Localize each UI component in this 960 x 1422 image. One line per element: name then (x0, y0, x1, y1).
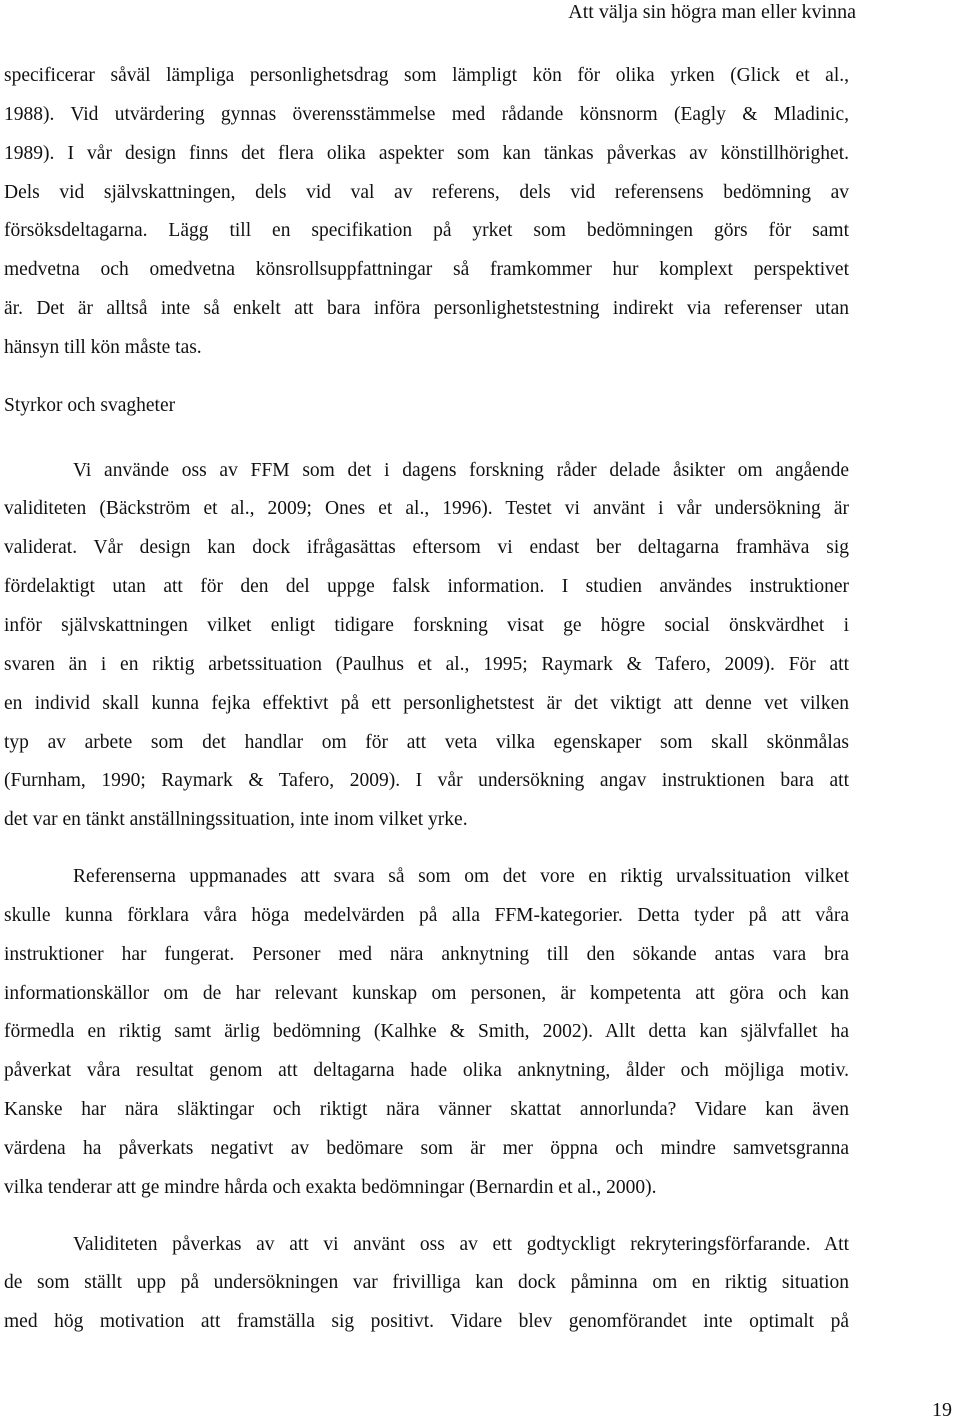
text-line: vilka tenderar att ge mindre hårda och exakta bedömningar (Bernardin et al., 2000). (4, 1176, 657, 1198)
text-line: validiteten (Bäckström et al., 2009; Ones et al., 1996). Testet vi använt i vår undersökning är (4, 498, 849, 520)
text-line: Kanske har nära släktingar och riktigt nära vänner skattat annorlunda? Vidare kan även (4, 1099, 849, 1121)
text-line: 1989). I vår design finns det flera olika aspekter som kan tänkas påverkas av könstillhörighet. (4, 142, 849, 164)
text-line: typ av arbete som det handlar om för att veta vilka egenskaper som skall skönmålas (4, 731, 849, 753)
text-line: instruktioner har fungerat. Personer med nära anknytning till den sökande antas vara bra (4, 943, 849, 965)
text-line: Dels vid självskattningen, dels vid val av referens, dels vid referensens bedömning av (4, 181, 849, 203)
text-line: med hög motivation att framställa sig positivt. Vidare blev genomförandet inte optimalt på (4, 1311, 849, 1333)
paragraph-4 (4, 1226, 849, 1343)
text-line: Referenserna uppmanades att svara så som om det vore en riktig urvalssituation vilket (73, 866, 849, 888)
text-line: värdena ha påverkats negativt av bedömare som är mer öppna och mindre samvetsgranna (4, 1137, 849, 1159)
text-line: svaren än i en riktig arbetssituation (Paulhus et al., 1995; Raymark & Tafero, 2009). För att (4, 653, 849, 675)
text-line: medvetna och omedvetna könsrollsuppfattningar så framkommer hur komplext perspektivet (4, 259, 849, 281)
running-header: Att välja sin högra man eller kvinna (568, 1, 856, 23)
text-line: informationskällor om de har relevant kunskap om personen, är kompetenta att göra och kan (4, 982, 849, 1004)
text-line: skulle kunna förklara våra höga medelvärden på alla FFM-kategorier. Detta tyder på att våra (4, 904, 849, 926)
text-line: (Furnham, 1990; Raymark & Tafero, 2009). I vår undersökning angav instruktionen bara att (4, 770, 849, 792)
spacer (4, 368, 849, 387)
spacer (4, 840, 849, 858)
paragraph-1 (4, 57, 849, 368)
text-line: Vi använde oss av FFM som det i dagens forskning råder delade åsikter om angående (73, 459, 849, 481)
text-line: hänsyn till kön måste tas. (4, 336, 202, 358)
text-line: försöksdeltagarna. Lägg till en specifikation på yrket som bedömningen görs för samt (4, 220, 849, 242)
section-heading: Styrkor och svagheter (4, 394, 176, 416)
paragraph-2 (4, 452, 849, 840)
text-line: det var en tänkt anställningssituation, inte inom vilket yrke. (4, 809, 468, 831)
spacer (4, 1208, 849, 1226)
text-line: validerat. Vår design kan dock ifrågasättas eftersom vi endast ber deltagarna framhäva sig (4, 537, 849, 559)
text-line: 1988). Vid utvärdering gynnas överensstämmelse med rådande könsnorm (Eagly & Mladinic, (4, 103, 849, 125)
text-line: fördelaktigt utan att för den del uppge falsk information. I studien användes instruktioner (4, 576, 849, 598)
text-line: de som ställt upp på undersökningen var frivilliga kan dock påminna om en riktig situation (4, 1272, 849, 1294)
text-line: specificerar såväl lämpliga personlighetsdrag som lämpligt kön för olika yrken (Glick et al., (4, 65, 849, 86)
text-line: förmedla en riktig samt ärlig bedömning (Kalhke & Smith, 2002). Allt detta kan självfallet ha (4, 1021, 849, 1043)
text-line: inför självskattningen vilket enligt tidigare forskning visat ge högre social önskvärdhet i (4, 614, 849, 636)
page-number: 19 (932, 1399, 952, 1421)
page-body (4, 57, 849, 1342)
spacer (4, 426, 849, 452)
paragraph-3 (4, 858, 849, 1208)
text-line: påverkat våra resultat genom att deltagarna hade olika anknytning, ålder och möjliga motiv. (4, 1060, 849, 1082)
text-line: Validiteten påverkas av att vi använt oss av ett godtyckligt rekryteringsförfarande. Att (73, 1233, 849, 1255)
text-line: en individ skall kunna fejka effektivt på ett personlighetstest är det viktigt att denne vet vilken (4, 692, 849, 714)
text-line: är. Det är alltså inte så enkelt att bara införa personlighetstestning indirekt via referenser utan (4, 298, 849, 320)
